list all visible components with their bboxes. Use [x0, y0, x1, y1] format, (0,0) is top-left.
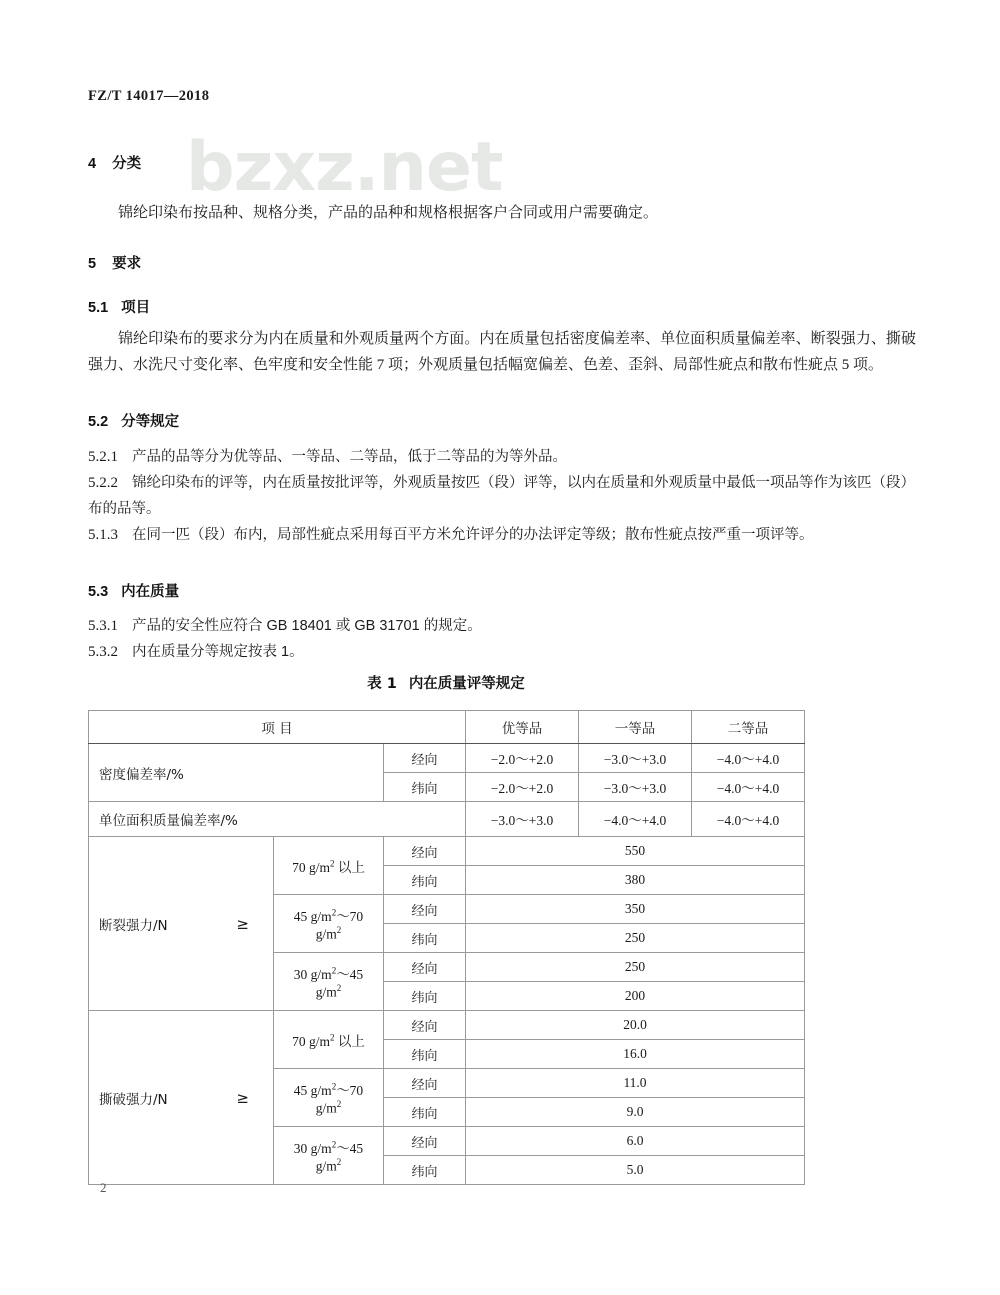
direction-warp: 经向 — [384, 744, 466, 773]
breaking-spec-1-suffix: 以上 — [334, 859, 365, 875]
mass-premium: −3.0～+3.0 — [466, 802, 579, 837]
breaking-spec-group-2: 45 $g/m^2\sim 70$ $g/m^2$ — [274, 895, 384, 953]
clause-5-2-2-text: 锦纶印染布的评等，内在质量按批评等，外观质量按匹（段）评等，以内在质量和外观质量中最低一项品等作为该匹（段）布的品等。 — [88, 475, 915, 517]
direction-weft: 纬向 — [384, 773, 466, 802]
tear-g3-weft-value: 5.0 — [466, 1156, 805, 1185]
heading-5-number: 5 — [88, 256, 97, 272]
table-header-row — [89, 711, 805, 744]
breaking-g3-weft-value: 200 — [466, 982, 805, 1011]
header-item: 项 目 — [89, 711, 466, 744]
heading-5-3-number: 5.3 — [88, 584, 109, 600]
tear-spec-2-mid: ～70 g/m — [315, 1082, 364, 1116]
tear-g1-warp-value: 20.0 — [466, 1011, 805, 1040]
direction-warp: 经向 — [384, 837, 466, 866]
table-1-caption-title: 内在质量评等规定 — [408, 676, 525, 692]
header-grade-first: 一等品 — [579, 711, 692, 744]
tear-spec-group-1: 70 $g/m^2$ 以上 — [274, 1011, 384, 1069]
direction-warp: 经向 — [384, 895, 466, 924]
clause-5-3-2 — [88, 639, 916, 665]
page-number: 2 — [100, 1180, 107, 1195]
heading-4-number: 4 — [88, 156, 97, 172]
breaking-g1-weft-value: 380 — [466, 866, 805, 895]
breaking-strength-label: 断裂强力/N — [99, 917, 168, 934]
clause-5-3-2-text: 内在质量分等规定按表 1。 — [132, 644, 304, 660]
table-row-breaking-g1-warp — [89, 837, 805, 866]
heading-5-1-number: 5.1 — [88, 300, 109, 316]
breaking-spec-2-prefix: 45 g/m — [293, 908, 332, 924]
direction-weft: 纬向 — [384, 982, 466, 1011]
breaking-spec-group-3: 30 $g/m^2\sim 45$ $g/m^2$ — [274, 953, 384, 1011]
heading-5-title: 要求 — [112, 256, 142, 272]
clause-5-3-2-number: 5.3.2 — [88, 644, 118, 660]
tear-g1-weft-value: 16.0 — [466, 1040, 805, 1069]
table-1-inner-quality — [88, 710, 805, 1185]
tear-strength-operator: ≥ — [236, 1088, 249, 1107]
tear-spec-2-prefix: 45 g/m — [293, 1082, 332, 1098]
breaking-spec-2-mid: ～70 g/m — [315, 908, 364, 942]
tear-g2-warp-value: 11.0 — [466, 1069, 805, 1098]
clause-5-2-2-number: 5.2.2 — [88, 475, 118, 491]
clause-5-3-1-number: 5.3.1 — [88, 618, 118, 634]
table-row-tear-g1-warp — [89, 1011, 805, 1040]
heading-5-1-title: 项目 — [121, 300, 151, 316]
breaking-g3-warp-value: 250 — [466, 953, 805, 982]
header-grade-premium: 优等品 — [466, 711, 579, 744]
tear-spec-group-3: 30 $g/m^2\sim 45$ $g/m^2$ — [274, 1127, 384, 1185]
direction-weft: 纬向 — [384, 1156, 466, 1185]
tear-spec-3-mid: ～45 g/m — [315, 1140, 364, 1174]
direction-warp: 经向 — [384, 953, 466, 982]
heading-section-5-3 — [88, 580, 179, 601]
tear-g3-warp-value: 6.0 — [466, 1127, 805, 1156]
clause-5-1-3 — [88, 522, 916, 548]
tear-spec-1-suffix: 以上 — [334, 1033, 365, 1049]
clause-5-2-1-number: 5.2.1 — [88, 449, 118, 465]
heading-5-2-title: 分等规定 — [121, 414, 180, 430]
density-weft-first: −3.0～+3.0 — [579, 773, 692, 802]
paragraph-section-4: 锦纶印染布按品种、规格分类，产品的品种和规格根据客户合同或用户需要确定。 — [118, 205, 659, 221]
tear-g2-weft-value: 9.0 — [466, 1098, 805, 1127]
direction-weft: 纬向 — [384, 866, 466, 895]
density-weft-premium: −2.0～+2.0 — [466, 773, 579, 802]
density-warp-second: −4.0～+4.0 — [692, 744, 805, 773]
clause-5-2-1-text: 产品的品等分为优等品、一等品、二等品，低于二等品的为等外品。 — [132, 449, 567, 465]
tear-strength-label: 撕破强力/N — [99, 1091, 168, 1108]
mass-second: −4.0～+4.0 — [692, 802, 805, 837]
breaking-g1-warp-value: 550 — [466, 837, 805, 866]
header-grade-second: 二等品 — [692, 711, 805, 744]
heading-4-title: 分类 — [112, 156, 142, 172]
heading-5-3-title: 内在质量 — [121, 584, 180, 600]
clause-5-3-1 — [88, 613, 916, 639]
row-label-density: 密度偏差率/% — [89, 744, 384, 802]
direction-weft: 纬向 — [384, 924, 466, 953]
table-1-caption-label: 表 1 — [367, 676, 397, 692]
direction-weft: 纬向 — [384, 1098, 466, 1127]
mass-first: −4.0～+4.0 — [579, 802, 692, 837]
breaking-g2-weft-value: 250 — [466, 924, 805, 953]
watermark-text: bzxz.net — [186, 128, 503, 207]
direction-warp: 经向 — [384, 1127, 466, 1156]
tear-spec-group-2: 45 $g/m^2\sim 70$ $g/m^2$ — [274, 1069, 384, 1127]
heading-5-2-number: 5.2 — [88, 414, 109, 430]
table-1-wrapper — [88, 710, 804, 1185]
density-warp-premium: −2.0～+2.0 — [466, 744, 579, 773]
table-row-density-warp — [89, 744, 805, 773]
table-1-caption — [88, 672, 804, 693]
direction-warp: 经向 — [384, 1069, 466, 1098]
breaking-strength-operator: ≥ — [236, 914, 249, 933]
heading-section-5 — [88, 252, 141, 273]
paragraph-section-5-1: 锦纶印染布的要求分为内在质量和外观质量两个方面。内在质量包括密度偏差率、单位面积质量偏差率、断裂强力、撕破强力、水洗尺寸变化率、色牢度和安全性能 7 项；外观质量包括幅宽偏差、色差、歪斜、局部性疵点和散布性疵点 5 项。 — [88, 331, 916, 373]
heading-section-5-1 — [88, 296, 150, 317]
heading-section-5-2 — [88, 410, 179, 431]
clause-5-3-1-text: 产品的安全性应符合 GB 18401 或 GB 31701 的规定。 — [132, 618, 482, 634]
breaking-g2-warp-value: 350 — [466, 895, 805, 924]
clause-5-1-3-number: 5.1.3 — [88, 527, 118, 543]
breaking-spec-3-mid: ～45 g/m — [315, 966, 364, 1000]
clause-5-2-1 — [88, 444, 916, 470]
clause-5-1-3-text: 在同一匹（段）布内，局部性疵点采用每百平方米允许评分的办法评定等级；散布性疵点按严重一项评等。 — [132, 527, 814, 543]
direction-weft: 纬向 — [384, 1040, 466, 1069]
density-weft-second: −4.0～+4.0 — [692, 773, 805, 802]
row-label-tear-strength — [89, 1011, 274, 1185]
breaking-spec-3-prefix: 30 g/m — [293, 966, 332, 982]
heading-section-4 — [88, 152, 141, 173]
tear-spec-3-prefix: 30 g/m — [293, 1140, 332, 1156]
row-label-mass-per-area: 单位面积质量偏差率/% — [89, 802, 466, 837]
table-row-mass-per-area — [89, 802, 805, 837]
breaking-spec-1-prefix: 70 g/m — [292, 859, 330, 875]
tear-spec-1-prefix: 70 g/m — [292, 1033, 330, 1049]
density-warp-first: −3.0～+3.0 — [579, 744, 692, 773]
breaking-spec-group-1: 70 $g/m^2$ 以上 — [274, 837, 384, 895]
direction-warp: 经向 — [384, 1011, 466, 1040]
clause-5-2-2 — [88, 470, 916, 522]
standard-code-header: FZ/T 14017—2018 — [88, 88, 210, 104]
row-label-breaking-strength — [89, 837, 274, 1011]
